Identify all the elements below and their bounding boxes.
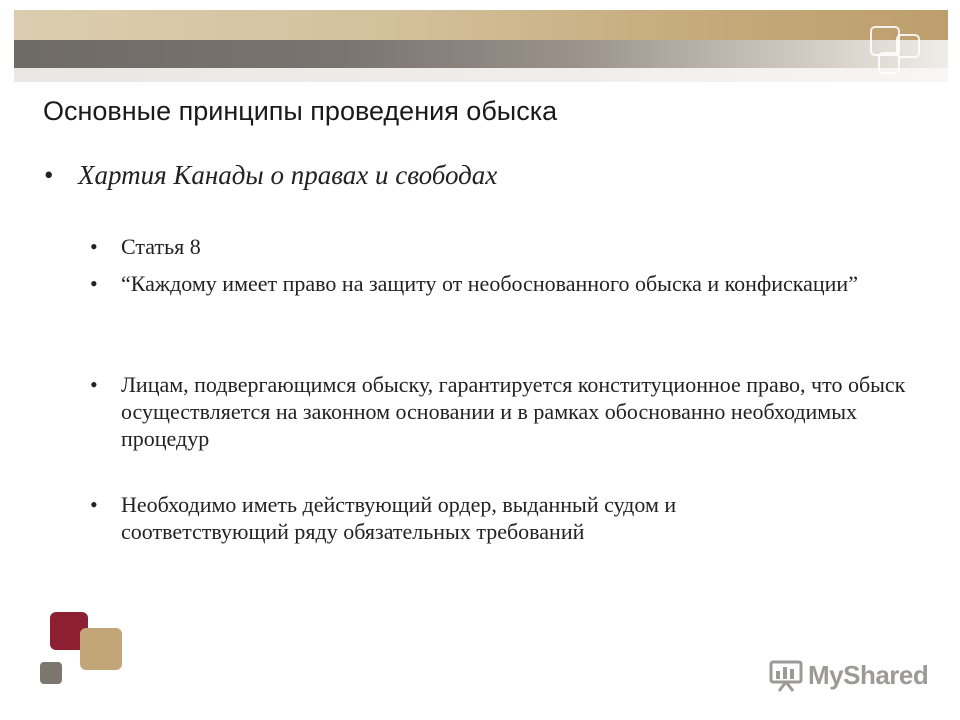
outline-square-icon (878, 52, 900, 74)
watermark-text: MyShared (808, 660, 929, 690)
sub-bullet-text: Необходимо иметь действующий ордер, выданный судом и соответствующий ряду обязательных требований (121, 492, 677, 544)
bullet-icon: • (90, 492, 98, 517)
main-bullet-text: Хартия Канады о правах и свободах (78, 160, 498, 190)
bullet-icon: • (44, 160, 54, 190)
header-band-top (14, 10, 948, 40)
bullet-icon: • (90, 271, 98, 296)
bullet-icon: • (90, 372, 98, 397)
sub-bullet-text: “Каждому имеет право на защиту от необоснованного обыска и конфискации” (121, 271, 858, 296)
logo-square-tan (80, 628, 122, 670)
slide-title: Основные принципы проведения обыска (43, 96, 558, 126)
sub-bullet-text: Лицам, подвергающимся обыску, гарантируется конституционное право, что обыск осуществляется на законном основании и в рамках обоснованно необходимых процедур (121, 372, 906, 451)
header-band-bottom (14, 68, 948, 82)
header-squares-decoration (866, 24, 926, 80)
watermark (768, 656, 938, 696)
sub-bullet-text: Статья 8 (121, 234, 201, 259)
presentation-screen-icon (768, 658, 804, 692)
header-band-middle (14, 40, 948, 68)
logo-square-gray (40, 662, 62, 684)
bullet-icon: • (90, 234, 98, 259)
